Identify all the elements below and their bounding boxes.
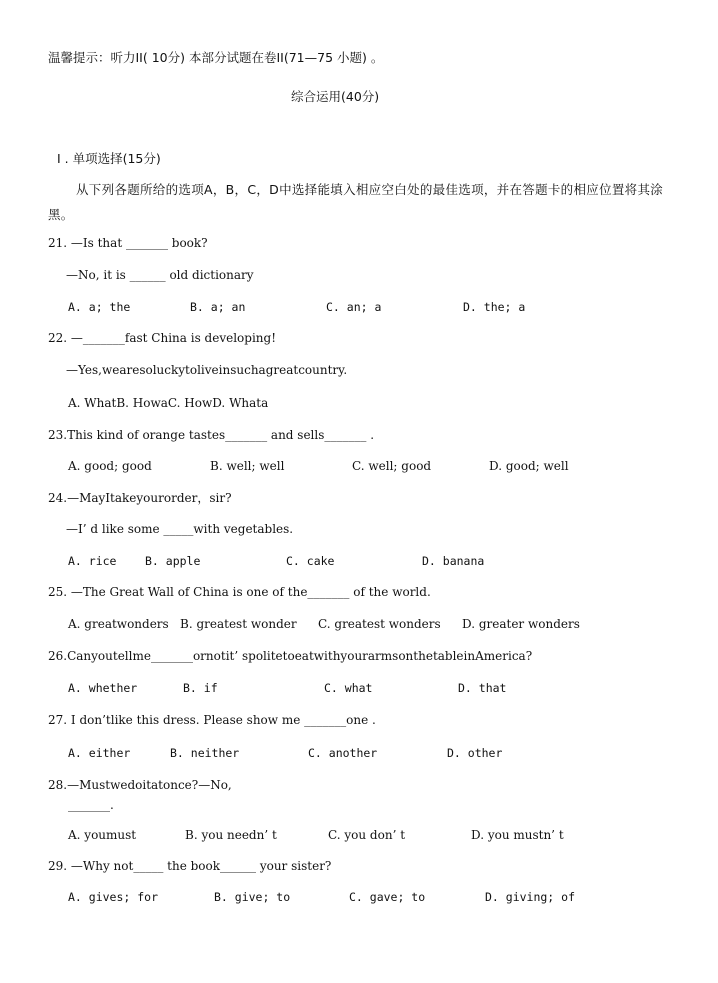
question-23-option-c: C. well; good	[352, 459, 432, 473]
question-29-option-c: C. gave; to	[349, 890, 426, 904]
section-instruction: 从下列各题所给的选项A，B，C，D中选择能填入相应空白处的最佳选项，并在答题卡的相应位置将其涂黑。	[48, 182, 664, 222]
question-25-option-b: B. greatest wonder	[180, 617, 297, 631]
question-27-option-d: D. other	[447, 746, 503, 760]
question-22-stem2: —Yes,wearesoluckytoliveinsuchagreatcountry.	[66, 363, 348, 377]
question-21-stem: 21. —Is that _______ book?	[48, 236, 208, 250]
question-21-stem2: —No, it is ______ old dictionary	[66, 268, 254, 282]
question-27-stem: 27. I don’tlike this dress. Please show me _______one .	[48, 713, 376, 727]
question-27-option-a: A. either	[68, 746, 131, 760]
question-28-stem2: _______.	[68, 798, 114, 812]
question-26-option-d: D. that	[458, 681, 507, 695]
question-28-option-a: A. youmust	[68, 828, 137, 842]
question-23-option-a: A. good; good	[68, 459, 152, 473]
question-24-stem2: —I’ d like some _____with vegetables.	[66, 522, 294, 536]
question-23-stem: 23.This kind of orange tastes_______ and sells_______ .	[48, 428, 375, 442]
question-24-option-b: B. apple	[145, 554, 201, 568]
question-26-option-b: B. if	[183, 681, 218, 695]
question-29-stem: 29. —Why not_____ the book______ your sister?	[48, 859, 332, 873]
question-25-option-c: C. greatest wonders	[318, 617, 441, 631]
question-28-stem: 28.—Mustwedoitatonce?—No,	[48, 778, 232, 792]
question-29-option-d: D. giving; of	[485, 890, 576, 904]
question-29-option-a: A. gives; for	[68, 890, 159, 904]
question-27-option-b: B. neither	[170, 746, 240, 760]
question-23-option-b: B. well; well	[210, 459, 285, 473]
question-28-option-c: C. you don’ t	[328, 828, 406, 842]
question-26-stem: 26.Canyoutellme_______ornotit’ spolitetoeatwithyourarmsonthetableinAmerica?	[48, 649, 533, 663]
question-26-option-a: A. whether	[68, 681, 138, 695]
question-25-stem: 25. —The Great Wall of China is one of the_______ of the world.	[48, 585, 431, 599]
page-title: 综合运用(40分)	[291, 89, 380, 104]
question-21-option-b: B. a; an	[190, 300, 246, 314]
section-heading: Ⅰ . 单项选择(15分)	[57, 151, 161, 166]
question-24-stem: 24.—MayItakeyourorder，sir?	[48, 491, 232, 505]
question-27-option-c: C. another	[308, 746, 378, 760]
question-23-option-d: D. good; well	[489, 459, 569, 473]
question-22-stem: 22. —_______fast China is developing!	[48, 331, 277, 345]
question-21-option-a: A. a; the	[68, 300, 131, 314]
header-tip: 温馨提示：听力II( 10分) 本部分试题在卷II(71—75 小题) 。	[48, 50, 384, 65]
question-25-option-d: D. greater wonders	[462, 617, 580, 631]
question-21-option-c: C. an; a	[326, 300, 382, 314]
question-24-option-a: A. rice	[68, 554, 117, 568]
question-29-option-b: B. give; to	[214, 890, 291, 904]
question-26-option-c: C. what	[324, 681, 373, 695]
question-22-options: A. WhatB. HowaC. HowD. Whata	[68, 396, 269, 410]
question-25-option-a: A. greatwonders	[68, 617, 169, 631]
question-24-option-d: D. banana	[422, 554, 485, 568]
question-24-option-c: C. cake	[286, 554, 335, 568]
question-21-option-d: D. the; a	[463, 300, 526, 314]
question-28-option-d: D. you mustn’ t	[471, 828, 564, 842]
question-28-option-b: B. you needn’ t	[185, 828, 277, 842]
